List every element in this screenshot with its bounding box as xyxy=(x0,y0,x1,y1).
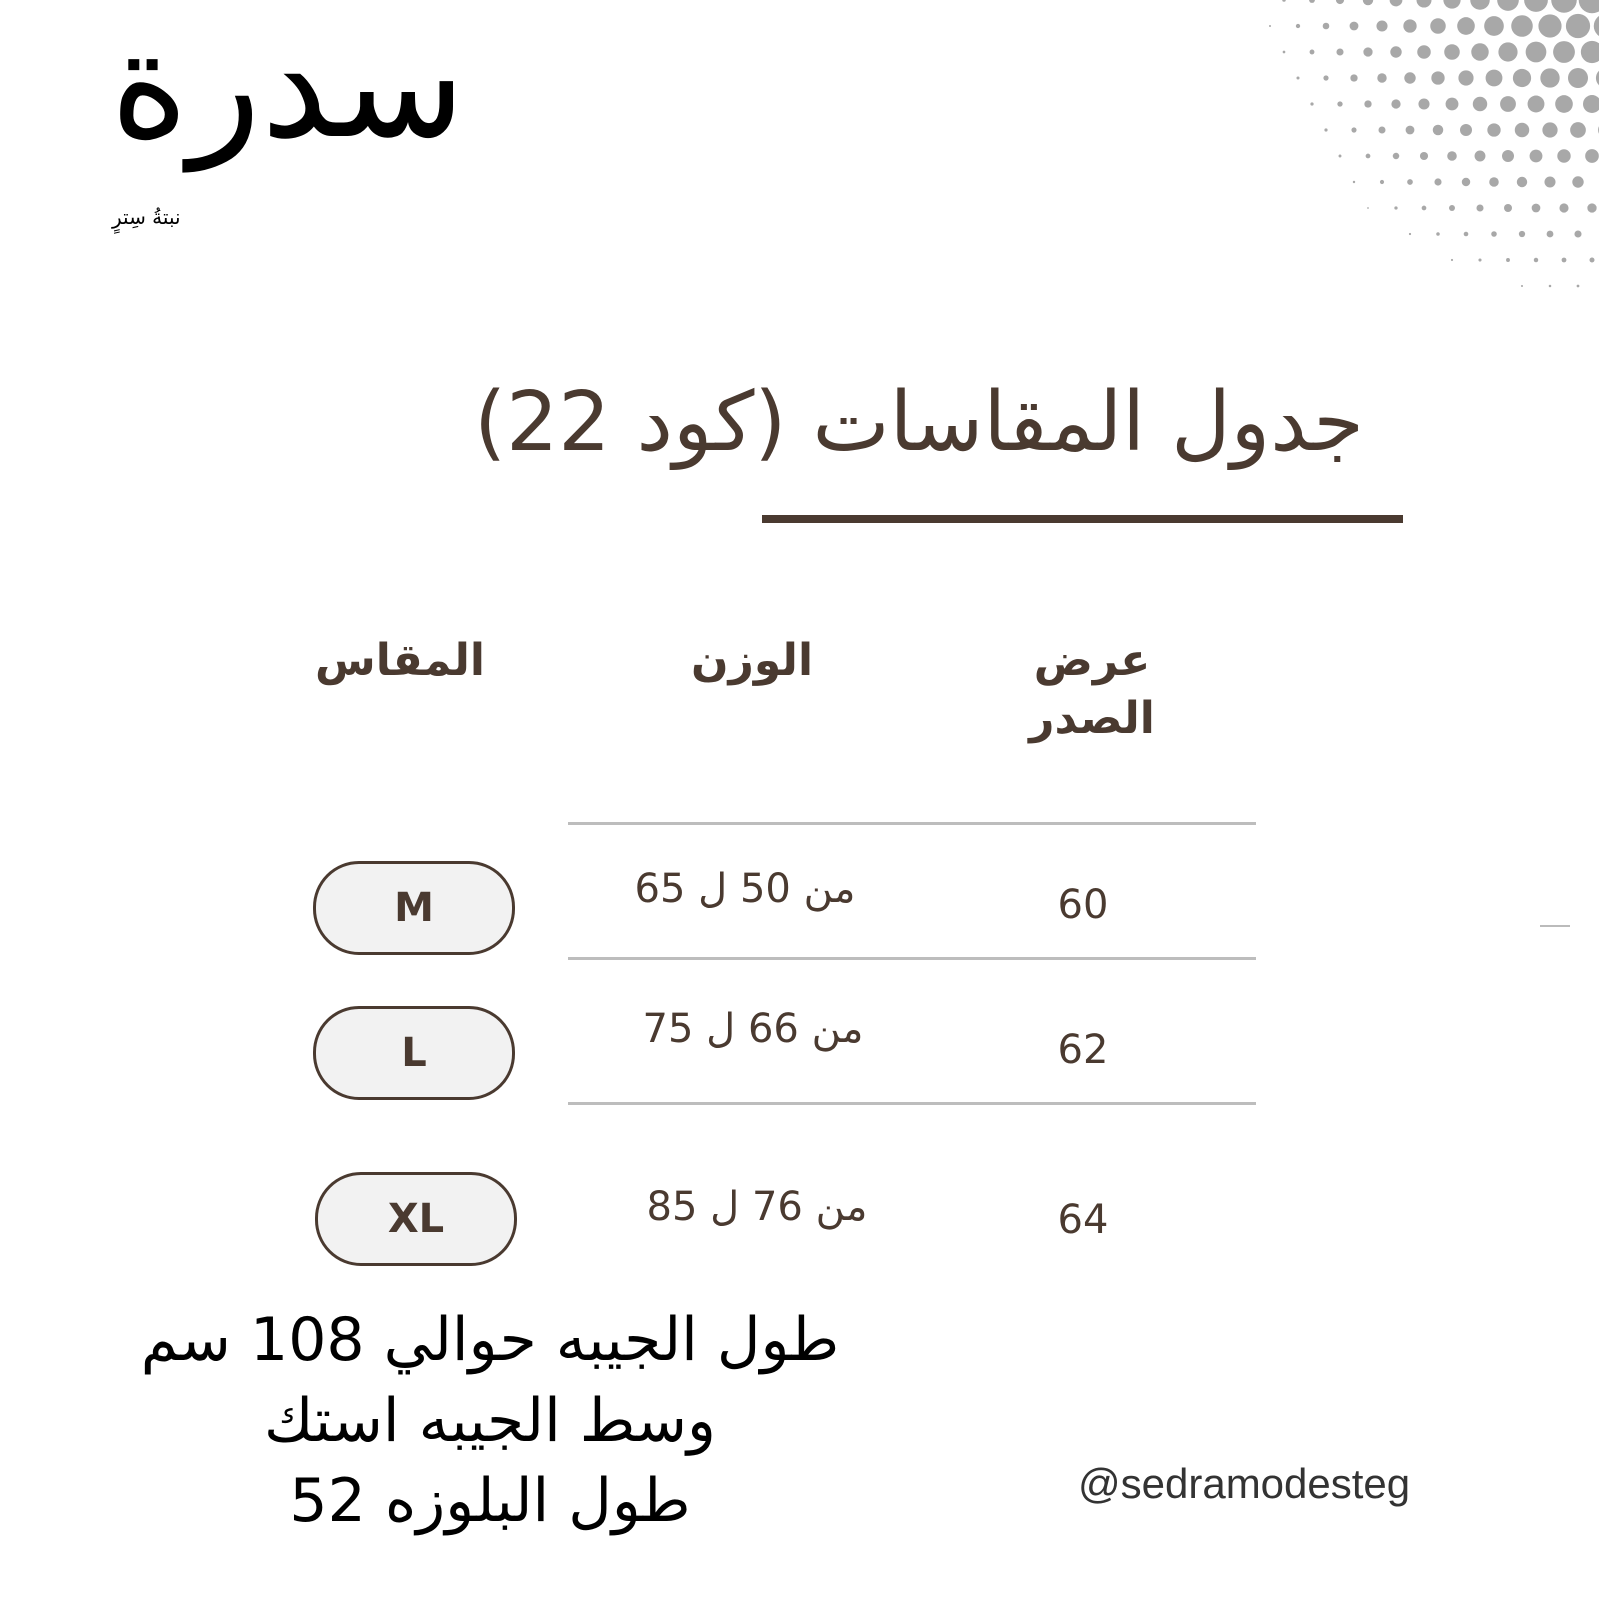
halftone-dot xyxy=(1417,45,1431,59)
halftone-dot xyxy=(1457,17,1475,35)
halftone-dot xyxy=(1594,14,1599,38)
halftone-dot xyxy=(1530,150,1543,163)
halftone-dot xyxy=(1350,22,1359,31)
halftone-dot xyxy=(1363,47,1372,56)
row-divider xyxy=(568,822,1256,825)
header-chest xyxy=(942,632,1242,748)
halftone-dot xyxy=(1407,179,1413,185)
halftone-dot xyxy=(1416,0,1431,8)
halftone-dot xyxy=(1433,125,1443,135)
halftone-dot xyxy=(1390,0,1403,6)
halftone-dot xyxy=(1585,149,1599,163)
halftone-dot xyxy=(1542,122,1557,137)
halftone-dot xyxy=(1296,24,1300,28)
halftone-dot xyxy=(1515,123,1529,137)
halftone-dot xyxy=(1500,96,1516,112)
size-badge-xl: XL xyxy=(315,1172,517,1266)
halftone-dot xyxy=(1498,42,1517,61)
halftone-dot xyxy=(1590,258,1595,263)
halftone-dot xyxy=(1350,74,1357,81)
halftone-dot xyxy=(1497,0,1519,11)
row-divider xyxy=(568,1102,1256,1105)
header-size: المقاس xyxy=(314,635,485,686)
halftone-dot xyxy=(1517,177,1527,187)
halftone-dot xyxy=(1540,68,1559,87)
page-title: جدول المقاسات (كود 22) xyxy=(474,375,1364,470)
brand-logo: سدرة xyxy=(110,0,466,172)
halftone-dot xyxy=(1570,122,1586,138)
halftone-dot xyxy=(1478,258,1481,261)
halftone-dot xyxy=(1309,0,1315,3)
header-chest-line2: الصدر xyxy=(1029,693,1155,744)
halftone-dot xyxy=(1521,285,1523,287)
note-blouse-length: طول البلوزه 52 xyxy=(289,1466,691,1536)
header-chest-line1: عرض xyxy=(1033,635,1151,686)
halftone-dot xyxy=(1473,97,1487,111)
header-weight: الوزن xyxy=(690,635,814,686)
halftone-dot xyxy=(1446,98,1459,111)
halftone-dot xyxy=(1282,0,1286,2)
halftone-dot xyxy=(1422,206,1427,211)
halftone-dot xyxy=(1557,149,1570,162)
halftone-dot xyxy=(1418,98,1429,109)
chest-cell: 60 xyxy=(1057,882,1109,928)
halftone-dot xyxy=(1519,231,1525,237)
halftone-dot xyxy=(1574,230,1581,237)
halftone-dot xyxy=(1538,14,1561,37)
halftone-dot xyxy=(1378,126,1385,133)
halftone-dot xyxy=(1310,102,1313,105)
size-badge-m: M xyxy=(313,861,515,955)
halftone-dot xyxy=(1336,0,1344,4)
halftone-dot xyxy=(1476,204,1483,211)
halftone-dot xyxy=(1366,154,1371,159)
halftone-dot xyxy=(1486,70,1503,87)
halftone-dot xyxy=(1475,151,1486,162)
halftone-dot xyxy=(1549,285,1552,288)
halftone-dot xyxy=(1364,100,1371,107)
halftone-dot xyxy=(1269,25,1271,27)
social-handle: @sedramodesteg xyxy=(1078,1460,1411,1507)
halftone-dot xyxy=(1504,204,1512,212)
halftone-dot xyxy=(1406,126,1415,135)
weight-cell: من 76 ل 85 xyxy=(646,1184,868,1230)
halftone-dot xyxy=(1451,259,1453,261)
halftone-dot xyxy=(1363,0,1373,5)
halftone-dot xyxy=(1409,233,1411,235)
halftone-dot xyxy=(1336,48,1343,55)
halftone-dot xyxy=(1403,19,1416,32)
halftone-dot xyxy=(1555,95,1573,113)
halftone-dot xyxy=(1566,14,1590,38)
halftone-dot xyxy=(1380,180,1384,184)
halftone-dot xyxy=(1351,127,1356,132)
halftone-dot xyxy=(1484,16,1504,36)
halftone-dot xyxy=(1553,41,1575,63)
halftone-dot xyxy=(1583,95,1599,113)
weight-cell: من 50 ل 65 xyxy=(634,866,856,912)
halftone-dot xyxy=(1337,101,1342,106)
halftone-dot xyxy=(1393,153,1399,159)
title-underline xyxy=(762,515,1403,523)
halftone-dot xyxy=(1434,178,1441,185)
halftone-dot xyxy=(1367,207,1369,209)
halftone-dot xyxy=(1391,99,1400,108)
halftone-dot xyxy=(1528,96,1545,113)
halftone-dot xyxy=(1394,206,1397,209)
halftone-dot xyxy=(1324,128,1327,131)
halftone-dot xyxy=(1506,258,1510,262)
halftone-dot xyxy=(1444,44,1460,60)
halftone-dot xyxy=(1511,15,1533,37)
halftone-dot xyxy=(1296,76,1299,79)
halftone-dot xyxy=(1471,43,1488,60)
halftone-dot xyxy=(1462,178,1470,186)
halftone-dot xyxy=(1436,232,1440,236)
halftone-dot xyxy=(1323,75,1328,80)
halftone-dot xyxy=(1568,68,1588,88)
halftone-dot xyxy=(1458,70,1473,85)
halftone-dot xyxy=(1551,0,1577,13)
halftone-dot xyxy=(1562,258,1567,263)
halftone-dot xyxy=(1310,50,1315,55)
halftone-dot xyxy=(1464,232,1469,237)
weight-cell: من 66 ل 75 xyxy=(642,1006,864,1052)
halftone-dot xyxy=(1283,51,1286,54)
halftone-dot xyxy=(1491,231,1497,237)
halftone-dot xyxy=(1587,203,1596,212)
halftone-dot xyxy=(1532,204,1541,213)
halftone-dot xyxy=(1339,155,1342,158)
halftone-dot xyxy=(1447,151,1457,161)
halftone-dot xyxy=(1443,0,1460,9)
row-divider xyxy=(568,957,1256,960)
halftone-dot xyxy=(1526,42,1547,63)
halftone-dot xyxy=(1377,73,1386,82)
halftone-dots-decoration xyxy=(1200,0,1599,310)
halftone-dot xyxy=(1559,203,1568,212)
halftone-dot xyxy=(1390,46,1401,57)
chest-cell: 62 xyxy=(1057,1027,1109,1073)
halftone-dot xyxy=(1353,181,1355,183)
brand-tagline: نبتةُ سِترٍ xyxy=(112,205,181,229)
halftone-dot xyxy=(1470,0,1490,10)
halftone-dot xyxy=(1524,0,1548,12)
halftone-dot xyxy=(1544,176,1555,187)
halftone-dot xyxy=(1579,0,1599,13)
chest-cell: 64 xyxy=(1057,1197,1109,1243)
halftone-dot xyxy=(1431,71,1444,84)
halftone-dot xyxy=(1577,285,1580,288)
halftone-dot xyxy=(1489,177,1499,187)
note-skirt-length: طول الجيبه حوالي 108 سم xyxy=(140,1305,840,1375)
halftone-dot xyxy=(1376,20,1387,31)
halftone-dot xyxy=(1420,152,1428,160)
halftone-dot xyxy=(1513,69,1531,87)
halftone-dot xyxy=(1534,258,1538,262)
halftone-dot xyxy=(1487,123,1500,136)
halftone-dot xyxy=(1581,41,1599,63)
halftone-dot xyxy=(1502,150,1514,162)
halftone-dot xyxy=(1460,124,1472,136)
halftone-dot xyxy=(1430,18,1445,33)
edge-line xyxy=(1540,925,1570,927)
halftone-dot xyxy=(1547,231,1554,238)
note-skirt-waist: وسط الجيبه استك xyxy=(263,1386,717,1456)
halftone-dot xyxy=(1404,72,1415,83)
size-badge-l: L xyxy=(313,1006,515,1100)
halftone-dot xyxy=(1449,205,1455,211)
halftone-dot xyxy=(1572,176,1583,187)
halftone-dot xyxy=(1323,23,1330,30)
